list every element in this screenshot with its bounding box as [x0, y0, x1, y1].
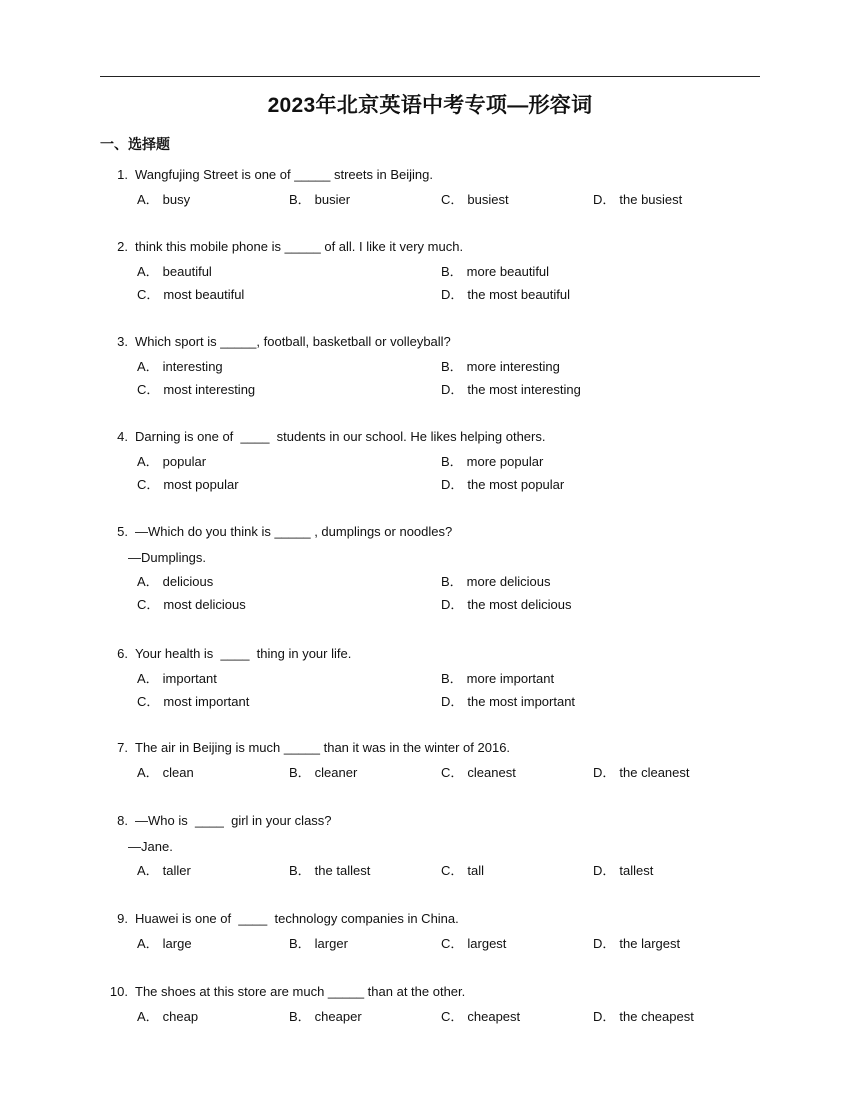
option-text: clean: [162, 765, 194, 780]
option-text: cheapest: [467, 1009, 521, 1024]
question-number: 4.: [117, 429, 128, 444]
option-text: important: [162, 671, 217, 686]
option-text: cleanest: [467, 765, 516, 780]
question-stem: think this mobile phone is _____ of all. I like it very much.: [135, 239, 464, 254]
option-letter: B．: [441, 359, 463, 374]
question-number: 8.: [117, 813, 128, 828]
option-c[interactable]: [441, 191, 509, 208]
option-letter: C．: [441, 936, 464, 951]
option-b[interactable]: [441, 453, 543, 470]
option-letter: A．: [137, 192, 159, 207]
option-b[interactable]: [441, 573, 551, 590]
option-a[interactable]: [137, 764, 194, 781]
option-text: largest: [467, 936, 507, 951]
option-text: cheaper: [314, 1009, 362, 1024]
question-stem: —Who is ____ girl in your class?: [135, 813, 332, 828]
option-letter: D．: [593, 936, 616, 951]
option-a[interactable]: [137, 358, 223, 375]
option-letter: C．: [441, 863, 464, 878]
option-letter: C．: [441, 192, 464, 207]
option-d[interactable]: [441, 381, 581, 398]
question-stem: The shoes at this store are much _____ than at the other.: [135, 984, 466, 999]
option-text: interesting: [162, 359, 223, 374]
option-c[interactable]: [441, 1008, 520, 1025]
option-text: more popular: [466, 454, 544, 469]
option-letter: A．: [137, 765, 159, 780]
question-number: 1.: [117, 167, 128, 182]
option-letter: B．: [441, 264, 463, 279]
option-a[interactable]: [137, 1008, 198, 1025]
question-stem: Huawei is one of ____ technology companies in China.: [135, 911, 459, 926]
option-c[interactable]: [441, 862, 484, 879]
option-a[interactable]: [137, 191, 190, 208]
option-letter: A．: [137, 574, 159, 589]
option-letter: A．: [137, 671, 159, 686]
option-c[interactable]: [137, 286, 244, 303]
option-letter: A．: [137, 454, 159, 469]
option-text: busier: [314, 192, 351, 207]
question-stem: —Which do you think is _____ , dumplings or noodles?: [135, 524, 453, 539]
question-number: 5.: [117, 524, 128, 539]
option-a[interactable]: [137, 935, 192, 952]
option-letter: D．: [441, 382, 464, 397]
option-text: busiest: [467, 192, 509, 207]
option-text: the busiest: [619, 192, 683, 207]
option-letter: A．: [137, 1009, 159, 1024]
option-text: more important: [466, 671, 555, 686]
option-text: taller: [162, 863, 191, 878]
option-letter: D．: [593, 192, 616, 207]
section-heading: 一、选择题: [100, 136, 170, 152]
option-text: the most delicious: [467, 597, 572, 612]
option-letter: D．: [441, 597, 464, 612]
question-stem: Wangfujing Street is one of _____ streets in Beijing.: [135, 167, 433, 182]
option-d[interactable]: [593, 1008, 694, 1025]
option-text: the cheapest: [619, 1009, 694, 1024]
option-text: tallest: [619, 863, 654, 878]
option-text: most important: [163, 694, 250, 709]
option-letter: C．: [441, 1009, 464, 1024]
question-number: 9.: [117, 911, 128, 926]
option-d[interactable]: [441, 476, 564, 493]
option-text: delicious: [162, 574, 214, 589]
option-letter: A．: [137, 936, 159, 951]
option-c[interactable]: [137, 596, 246, 613]
option-text: most interesting: [163, 382, 256, 397]
option-c[interactable]: [137, 476, 239, 493]
option-text: tall: [467, 863, 485, 878]
option-d[interactable]: [441, 286, 570, 303]
option-letter: C．: [137, 477, 160, 492]
option-letter: D．: [441, 477, 464, 492]
option-c[interactable]: [137, 693, 249, 710]
option-text: most delicious: [163, 597, 246, 612]
option-letter: C．: [441, 765, 464, 780]
option-text: the most interesting: [467, 382, 581, 397]
option-letter: B．: [441, 671, 463, 686]
option-text: larger: [314, 936, 348, 951]
option-text: the cleanest: [619, 765, 690, 780]
option-c[interactable]: [137, 381, 255, 398]
option-letter: B．: [289, 192, 311, 207]
option-letter: D．: [441, 694, 464, 709]
option-letter: D．: [593, 1009, 616, 1024]
option-letter: C．: [137, 694, 160, 709]
question-number: 10.: [109, 984, 128, 999]
option-text: most beautiful: [163, 287, 245, 302]
question-reply: —Jane.: [128, 839, 173, 854]
option-d[interactable]: [593, 191, 682, 208]
option-text: the most popular: [467, 477, 565, 492]
option-letter: A．: [137, 863, 159, 878]
option-a[interactable]: [137, 862, 191, 879]
option-d[interactable]: [441, 596, 571, 613]
option-text: more delicious: [466, 574, 551, 589]
option-text: large: [162, 936, 192, 951]
option-text: the tallest: [314, 863, 371, 878]
option-letter: B．: [289, 936, 311, 951]
option-text: cheap: [162, 1009, 199, 1024]
option-letter: C．: [137, 287, 160, 302]
option-text: most popular: [163, 477, 239, 492]
option-letter: C．: [137, 382, 160, 397]
option-letter: B．: [441, 574, 463, 589]
option-letter: D．: [441, 287, 464, 302]
option-text: the most beautiful: [467, 287, 571, 302]
question-stem: The air in Beijing is much _____ than it was in the winter of 2016.: [135, 740, 511, 755]
option-b[interactable]: [289, 191, 350, 208]
question-stem: Your health is ____ thing in your life.: [135, 646, 352, 661]
question-stem: Darning is one of ____ students in our school. He likes helping others.: [135, 429, 546, 444]
option-text: more beautiful: [466, 264, 550, 279]
option-d[interactable]: [593, 764, 690, 781]
option-d[interactable]: [593, 935, 680, 952]
option-b[interactable]: [289, 1008, 362, 1025]
option-a[interactable]: [137, 573, 213, 590]
option-b[interactable]: [289, 935, 348, 952]
option-letter: B．: [289, 765, 311, 780]
option-b[interactable]: [289, 862, 370, 879]
question-number: 2.: [117, 239, 128, 254]
option-d[interactable]: [593, 862, 653, 879]
option-b[interactable]: [441, 358, 560, 375]
option-d[interactable]: [441, 693, 575, 710]
option-letter: B．: [289, 1009, 311, 1024]
option-text: cleaner: [314, 765, 358, 780]
option-text: busy: [162, 192, 191, 207]
option-text: popular: [162, 454, 207, 469]
document-title: 2023年北京英语中考专项—形容词: [267, 94, 593, 117]
option-letter: B．: [289, 863, 311, 878]
question-stem: Which sport is _____, football, basketball or volleyball?: [135, 334, 451, 349]
question-reply: —Dumplings.: [128, 550, 207, 565]
option-b[interactable]: [441, 263, 549, 280]
option-a[interactable]: [137, 263, 212, 280]
option-a[interactable]: [137, 670, 217, 687]
option-a[interactable]: [137, 453, 206, 470]
option-letter: B．: [441, 454, 463, 469]
question-number: 6.: [117, 646, 128, 661]
option-letter: A．: [137, 264, 159, 279]
option-letter: A．: [137, 359, 159, 374]
question-number: 3.: [117, 334, 128, 349]
option-text: beautiful: [162, 264, 212, 279]
option-b[interactable]: [289, 764, 357, 781]
question-number: 7.: [117, 740, 128, 755]
option-c[interactable]: [441, 764, 516, 781]
option-b[interactable]: [441, 670, 554, 687]
header-rule: [100, 76, 760, 77]
option-c[interactable]: [441, 935, 506, 952]
option-text: more interesting: [466, 359, 560, 374]
option-text: the largest: [619, 936, 681, 951]
option-letter: D．: [593, 863, 616, 878]
option-letter: C．: [137, 597, 160, 612]
option-letter: D．: [593, 765, 616, 780]
option-text: the most important: [467, 694, 576, 709]
